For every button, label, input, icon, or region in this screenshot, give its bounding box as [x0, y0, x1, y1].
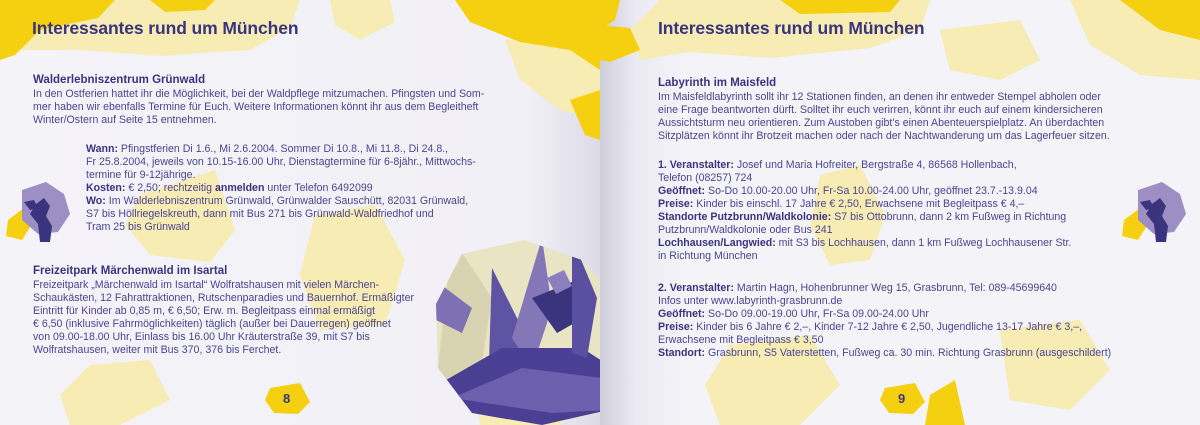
page-title: Interessantes rund um München — [658, 18, 925, 38]
kosten-rest: unter Telefon 6492099 — [267, 182, 373, 194]
text-line: € 6,50 (inklusive Fahrmöglichkeiten) täglich (außer bei Dauerregen) geöffnet — [33, 318, 391, 330]
text-line: S7 bis Höllriegelskreuth, dann mit Bus 271 bis Grünwald-Waldfriedhof und — [86, 208, 434, 220]
organizer-2 — [658, 282, 1111, 360]
open-text: So-Do 10.00-20.00 Uhr, Fr-Sa 10.00-24.00 Uhr, geöffnet 23.7.-13.9.04 — [708, 185, 1038, 197]
location-line — [658, 347, 1111, 360]
organizer-address: Martin Hagn, Hohenbrunner Weg 15, Grasbrunn, Tel: 089-45699640 — [736, 282, 1057, 294]
page-number: 8 — [283, 391, 291, 406]
organizer-label: 2. Veranstalter: — [658, 282, 734, 294]
text-line: von 09.00-18.00 Uhr, Einlass bis 16.00 Uhr Kräuterstraße 39, mit S7 bis — [33, 331, 370, 343]
organizer-address: Josef und Maria Hofreiter, Bergstraße 4, 86568 Hollenbach, — [736, 159, 1017, 171]
location-2-line — [658, 237, 1071, 250]
text-line: Tram 25 bis Grünwald — [86, 221, 190, 233]
location-label: Standorte Putzbrunn/Waldkolonie: — [658, 211, 832, 223]
text-line: Fr 25.8.2004, jeweils von 10.15-16.00 Uhr, Dienstagtermine für 6-8jähr., Mittwochs- — [86, 156, 476, 168]
page-title: Interessantes rund um München — [32, 18, 299, 38]
labyrinth-intro — [658, 91, 1110, 143]
open-line — [658, 185, 1071, 198]
text-line: Sitzplätzen könnt ihr Brotzeit machen oder nach der Nachtwanderung um das Lagerfeuer sitzen. — [658, 130, 1110, 142]
location-2-text: mit S3 bis Lochhausen, dann 1 km Fußweg Lochhausener Str. — [778, 237, 1072, 249]
text-line: Putzbrunn/Waldkolonie oder Bus 241 — [658, 224, 833, 236]
right-page — [600, 0, 1200, 425]
location-label: Standort: — [658, 347, 706, 359]
open-label: Geöffnet: — [658, 185, 706, 197]
section-title-maerchenwald: Freizeitpark Märchenwald im Isartal — [33, 265, 228, 277]
kosten-text: € 2,50; rechtzeitig — [128, 182, 213, 194]
organizer-label: 1. Veranstalter: — [658, 159, 734, 171]
text-line: Erwachsene mit Begleitpass € 3,50 — [658, 334, 824, 346]
prices-line — [658, 198, 1071, 211]
text-line: in Richtung München — [658, 250, 758, 262]
wo-text: Im Walderlebniszentrum Grünwald, Grünwalder Sauschütt, 82031 Grünwald, — [108, 195, 469, 207]
page-number: 9 — [898, 391, 906, 406]
text-line: Im Maisfeldlabyrinth sollt ihr 12 Stationen finden, an denen ihr entweder Stempel abholen oder — [658, 91, 1101, 103]
prices-label: Preise: — [658, 198, 694, 210]
organizer-1-line — [658, 159, 1071, 172]
prices-text: Kinder bis einschl. 17 Jahre € 2,50, Erwachsene mit Begleitpass € 4,– — [696, 198, 1025, 210]
text-line: termine für 9-12jährige. — [86, 169, 196, 181]
kosten-line — [86, 182, 476, 195]
text-line: In den Ostferien hattet ihr die Möglichkeit, bei der Waldpflege mitzumachen. Pfingsten und Som- — [33, 88, 485, 100]
forest-photo — [432, 238, 600, 425]
text-line: eine Frage beantworten dürft. Solltet ihr euch verirren, könnt ihr euch auf einem kindersicheren — [658, 104, 1103, 116]
organizer-2-line — [658, 282, 1111, 295]
location-line — [658, 211, 1071, 224]
wo-line — [86, 195, 476, 208]
location-2-label: Lochhausen/Langwied: — [658, 237, 776, 249]
prices-line — [658, 321, 1111, 334]
tree-figure-icon — [1118, 180, 1192, 248]
kosten-label: Kosten: — [86, 182, 126, 194]
prices-text: Kinder bis 6 Jahre € 2,–, Kinder 7-12 Jahre € 2,50, Jugendliche 13-17 Jahre € 3,–, — [696, 321, 1083, 333]
text-line: Eintritt für Kinder ab 0,85 m, € 6,50; Erw. m. Begleitpass einmal ermäßigt — [33, 305, 376, 317]
wann-label: Wann: — [86, 143, 118, 155]
open-label: Geöffnet: — [658, 308, 706, 320]
section-title-walderlebniszentrum: Walderlebniszentrum Grünwald — [33, 74, 206, 86]
organizer-phone: Telefon (08257) 724 — [658, 172, 753, 184]
walderlebnis-intro — [33, 88, 484, 127]
organizer-1 — [658, 159, 1071, 263]
text-line: mer haben wir ebenfalls Termine für Euch. Weitere Informationen könnt ihr aus dem Begleitheft — [33, 101, 479, 113]
open-line — [658, 308, 1111, 321]
text-line: Winter/Ostern auf Seite 15 entnehmen. — [33, 114, 217, 126]
location-text: S7 bis Ottobrunn, dann 2 km Fußweg in Richtung — [834, 211, 1067, 223]
section-title-labyrinth: Labyrinth im Maisfeld — [658, 77, 777, 89]
text-line: Freizeitpark „Märchenwald im Isartal“ Wolfratshausen mit vielen Märchen- — [33, 279, 379, 291]
text-line: Aussichtsturm neu orientieren. Zum Austoben gibt’s einen Abenteuerspielplatz. An überdachten — [658, 117, 1105, 129]
wann-line — [86, 143, 476, 156]
kosten-emphasis: anmelden — [214, 182, 265, 194]
maerchenwald-text — [33, 279, 414, 357]
organizer-website: Infos unter www.labyrinth-grasbrunn.de — [658, 295, 843, 307]
wo-label: Wo: — [86, 195, 106, 207]
prices-label: Preise: — [658, 321, 694, 333]
walderlebnis-details — [86, 143, 476, 234]
tree-figure-icon — [2, 180, 76, 248]
location-text: Grasbrunn, S5 Vaterstetten, Fußweg ca. 30 min. Richtung Grasbrunn (ausgeschildert) — [708, 347, 1112, 359]
wann-text: Pfingstferien Di 1.6., Mi 2.6.2004. Sommer Di 10.8., Mi 11.8., Di 24.8., — [120, 143, 449, 155]
text-line: Wolfratshausen, weiter mit Bus 370, 376 bis Ferchet. — [33, 344, 282, 356]
open-text: So-Do 09.00-19.00 Uhr, Fr-Sa 09.00-24.00 Uhr — [708, 308, 929, 320]
text-line: Schaukästen, 12 Fahrattraktionen, Rutschenparadies und Bauernhof. Ermäßigter — [33, 292, 415, 304]
